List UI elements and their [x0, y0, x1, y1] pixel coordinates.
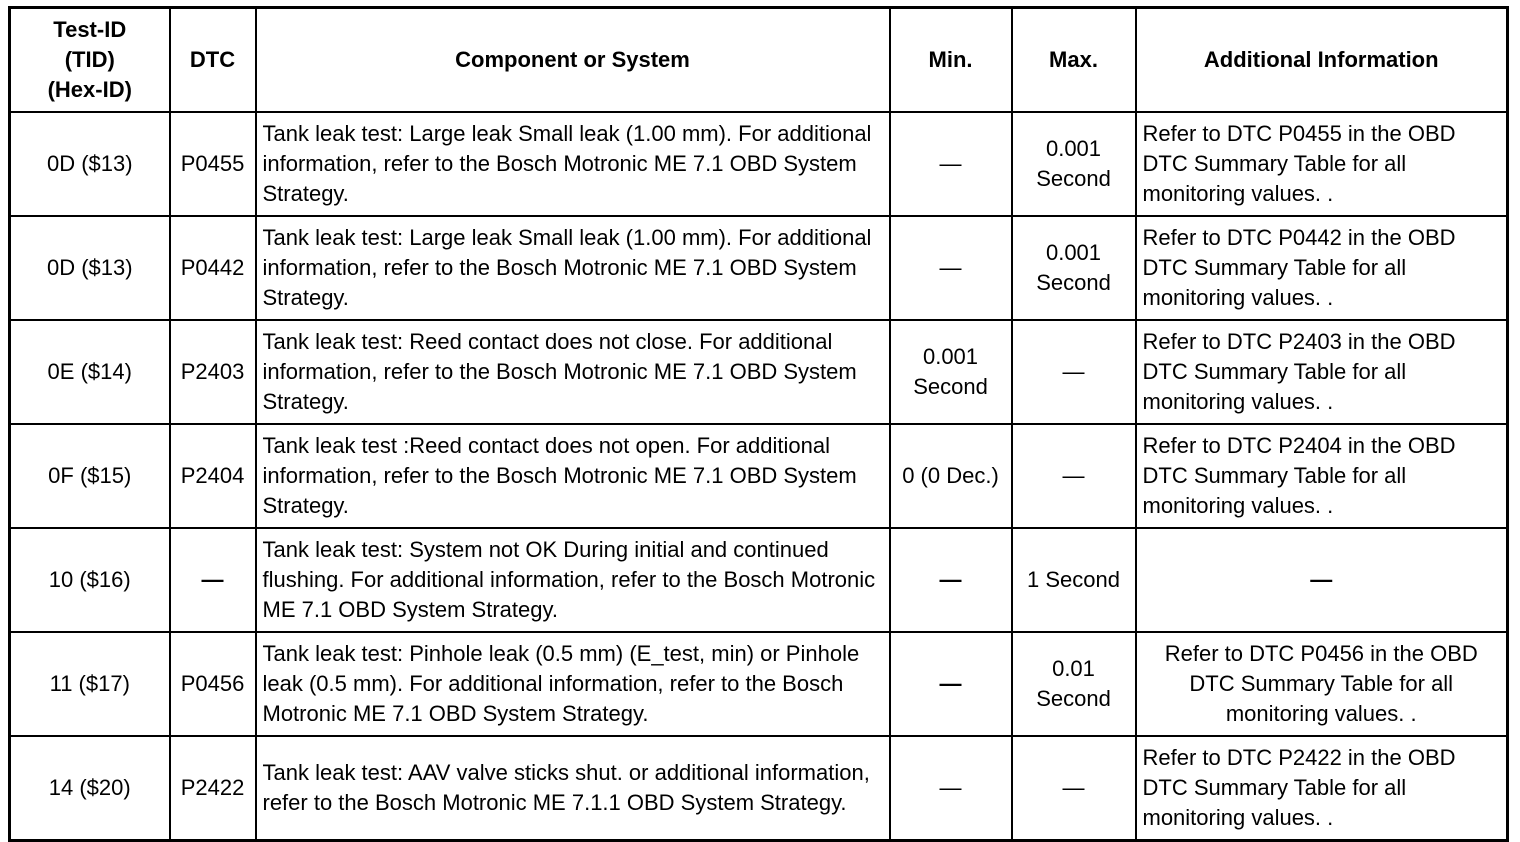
cell-component: Tank leak test: Reed contact does not close. For additional information, refer to the Bosch Motronic ME 7.1 OBD System Strategy. — [256, 320, 890, 424]
table-body — [10, 112, 1508, 841]
table-row — [10, 320, 1508, 424]
cell-component: Tank leak test: AAV valve sticks shut. or additional information, refer to the Bosch Motronic ME 7.1.1 OBD System Strategy. — [256, 736, 890, 841]
cell-test-id: 11 ($17) — [10, 632, 170, 736]
cell-additional-info: Refer to DTC P2404 in the OBD DTC Summary Table for all monitoring values. . — [1136, 424, 1508, 528]
table-row — [10, 216, 1508, 320]
cell-test-id: 0E ($14) — [10, 320, 170, 424]
header-test-id — [10, 8, 170, 113]
header-test-id-line3: (Hex-ID) — [47, 77, 132, 102]
header-max: Max. — [1012, 8, 1136, 113]
cell-component: Tank leak test: Pinhole leak (0.5 mm) (E_test, min) or Pinhole leak (0.5 mm). For additional information, refer to the Bosch Motronic ME 7.1 OBD System Strategy. — [256, 632, 890, 736]
cell-max: 0.001 Second — [1012, 112, 1136, 216]
cell-component: Tank leak test: System not OK During initial and continued flushing. For additional information, refer to the Bosch Motronic ME 7.1 OBD System Strategy. — [256, 528, 890, 632]
cell-max: 0.01 Second — [1012, 632, 1136, 736]
cell-dtc: P0456 — [170, 632, 256, 736]
cell-additional-info: Refer to DTC P2403 in the OBD DTC Summary Table for all monitoring values. . — [1136, 320, 1508, 424]
cell-test-id: 10 ($16) — [10, 528, 170, 632]
cell-dtc: P2422 — [170, 736, 256, 841]
cell-max: — — [1012, 320, 1136, 424]
table-row — [10, 424, 1508, 528]
cell-test-id: 0D ($13) — [10, 112, 170, 216]
cell-test-id: 0F ($15) — [10, 424, 170, 528]
cell-min: — — [890, 112, 1012, 216]
header-min: Min. — [890, 8, 1012, 113]
cell-max: 1 Second — [1012, 528, 1136, 632]
cell-min: — — [890, 632, 1012, 736]
header-component: Component or System — [256, 8, 890, 113]
cell-additional-info: Refer to DTC P2422 in the OBD DTC Summary Table for all monitoring values. . — [1136, 736, 1508, 841]
cell-max: — — [1012, 736, 1136, 841]
table-row — [10, 632, 1508, 736]
cell-max: 0.001 Second — [1012, 216, 1136, 320]
cell-max: — — [1012, 424, 1136, 528]
cell-min: 0 (0 Dec.) — [890, 424, 1012, 528]
header-test-id-line2: (TID) — [64, 47, 115, 72]
cell-test-id: 14 ($20) — [10, 736, 170, 841]
header-additional-info: Additional Information — [1136, 8, 1508, 113]
cell-dtc: P2403 — [170, 320, 256, 424]
cell-test-id: 0D ($13) — [10, 216, 170, 320]
cell-component: Tank leak test: Large leak Small leak (1.00 mm). For additional information, refer to the Bosch Motronic ME 7.1 OBD System Strategy. — [256, 112, 890, 216]
header-test-id-line1: Test-ID — [53, 17, 127, 42]
cell-component: Tank leak test :Reed contact does not open. For additional information, refer to the Bosch Motronic ME 7.1 OBD System Strategy. — [256, 424, 890, 528]
cell-component: Tank leak test: Large leak Small leak (1.00 mm). For additional information, refer to the Bosch Motronic ME 7.1 OBD System Strategy. — [256, 216, 890, 320]
document-page — [8, 6, 1506, 830]
cell-additional-info: — — [1136, 528, 1508, 632]
cell-min: — — [890, 736, 1012, 841]
cell-dtc: P2404 — [170, 424, 256, 528]
cell-additional-info: Refer to DTC P0455 in the OBD DTC Summary Table for all monitoring values. . — [1136, 112, 1508, 216]
obd-monitor-table — [8, 6, 1509, 842]
table-row — [10, 112, 1508, 216]
table-row — [10, 736, 1508, 841]
cell-dtc: P0455 — [170, 112, 256, 216]
header-row — [10, 8, 1508, 113]
cell-min: 0.001 Second — [890, 320, 1012, 424]
table-row — [10, 528, 1508, 632]
cell-additional-info: Refer to DTC P0442 in the OBD DTC Summary Table for all monitoring values. . — [1136, 216, 1508, 320]
cell-dtc: — — [170, 528, 256, 632]
cell-min: — — [890, 528, 1012, 632]
header-dtc: DTC — [170, 8, 256, 113]
cell-min: — — [890, 216, 1012, 320]
table-header — [10, 8, 1508, 113]
cell-additional-info: Refer to DTC P0456 in the OBD DTC Summary Table for all monitoring values. . — [1136, 632, 1508, 736]
cell-dtc: P0442 — [170, 216, 256, 320]
